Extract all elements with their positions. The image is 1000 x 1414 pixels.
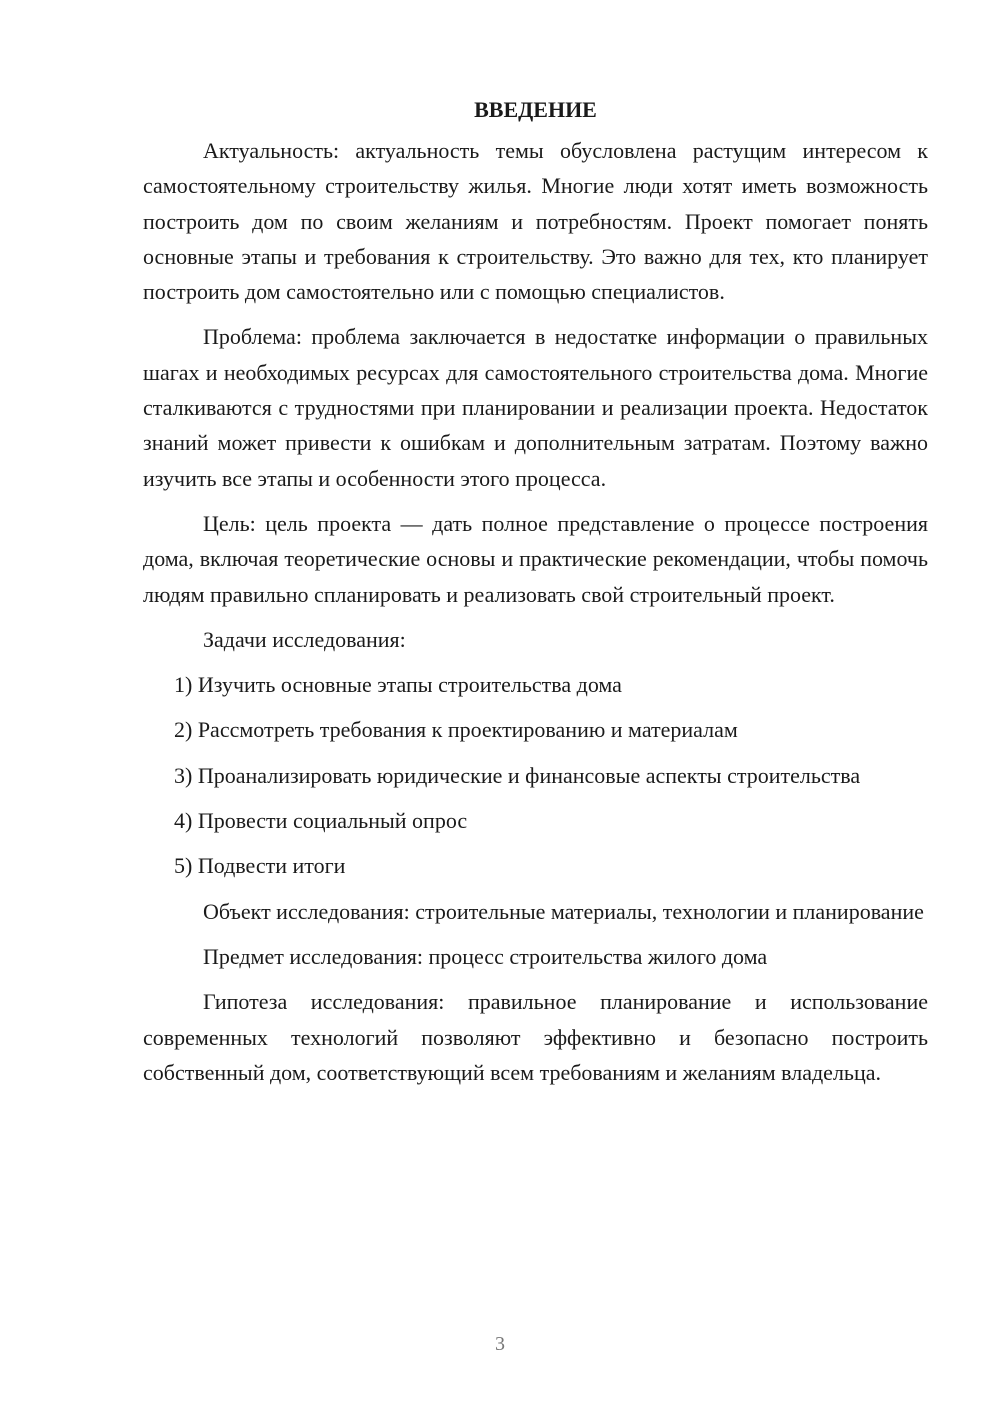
task-item-1: 1) Изучить основные этапы строительства дома: [174, 672, 622, 698]
tasks-heading: Задачи исследования:: [203, 626, 406, 652]
document-page: [143, 92, 928, 1090]
task-item-4: 4) Провести социальный опрос: [174, 808, 468, 834]
paragraph-hypothesis: Гипотеза исследования: правильное планирование и использование современных технологий позволяют эффективно и безопасно построить собственный дом, соответствующий всем требованиям и желаниям владельца.: [143, 989, 928, 1085]
paragraph-relevance: Актуальность: актуальность темы обусловлена растущим интересом к самостоятельному строительству жилья. Многие люди хотят иметь возможность построить дом по своим желаниям и потребностям. Проект помогает понять основные этапы и требования к строительству. Это важно для тех, кто планирует построить дом самостоятельно или с помощью специалистов.: [143, 138, 928, 305]
task-item-2: 2) Рассмотреть требования к проектированию и материалам: [174, 717, 738, 743]
paragraph-problem: Проблема: проблема заключается в недостатке информации о правильных шагах и необходимых ресурсах для самостоятельного строительства дома. Многие сталкиваются с трудностями при планировании и реализации проекта. Недостаток знаний может привести к ошибкам и дополнительным затратам. Поэтому важно изучить все этапы и особенности этого процесса.: [143, 324, 928, 491]
task-item-3: 3) Проанализировать юридические и финансовые аспекты строительства: [174, 762, 861, 788]
task-item-5: 5) Подвести итоги: [174, 853, 346, 879]
paragraph-object: Объект исследования: строительные материалы, технологии и планирование: [203, 898, 924, 924]
page-number: 3: [495, 1333, 505, 1355]
section-title: ВВЕДЕНИЕ: [474, 97, 597, 122]
paragraph-subject: Предмет исследования: процесс строительства жилого дома: [203, 943, 768, 969]
paragraph-goal: Цель: цель проекта — дать полное представление о процессе построения дома, включая теоретические основы и практические рекомендации, чтобы помочь людям правильно спланировать и реализовать свой строительный проект.: [143, 510, 928, 607]
